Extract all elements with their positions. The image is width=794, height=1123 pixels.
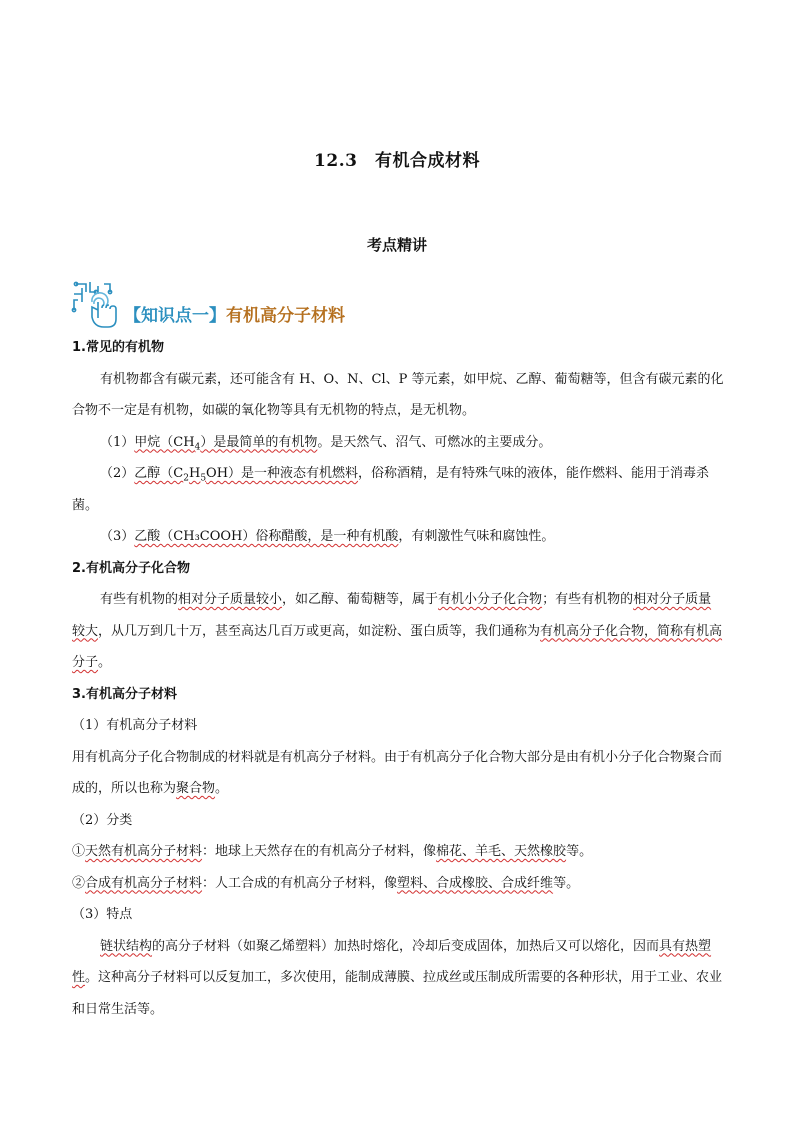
paragraph-intro: 有机物都含有碳元素，还可能含有 H、O、N、Cl、P 等元素，如甲烷、乙醇、葡萄糖等，但含有碳元素的化合物不一定是有机物，如碳的氧化物等具有无机物的特点，是无机物。 [72, 371, 724, 418]
paragraph-materials: 用有机高分子化合物制成的材料就是有机高分子材料。由于有机高分子化合物大部分是由有机小分子化合物聚合而成的，所以也称为聚合物。 [72, 749, 723, 796]
section-heading-3: 3.有机高分子材料 [72, 686, 177, 702]
paragraph-features: 链状结构的高分子材料（如聚乙烯塑料）加热时熔化，冷却后变成固体，加热后又可以熔化，因而具有热塑性。这种高分子材料可以反复加工，多次使用，能制成薄膜、拉成丝或压制成所需要的各种形状，用于工业、农业和日常生活等。 [72, 938, 723, 1017]
item-methane: （1）甲烷$(CH_4)$是最简单的有机物。是天然气、沼气、可燃冰的主要成分。 [100, 434, 552, 453]
item-synthetic-polymers: ②合成有机高分子材料：人工合成的有机高分子材料，像塑料、合成橡胶、合成纤维等。 [72, 875, 580, 891]
knowledge-point-title: 有机高分子材料 [226, 306, 345, 326]
subheading-features: （3）特点 [72, 907, 133, 922]
section-heading-1: 1.常见的有机物 [72, 340, 164, 355]
knowledge-point-label: 【知识点一】 [124, 306, 226, 326]
circuit-hand-icon [70, 280, 122, 330]
item-acetic-acid: （3）乙酸（CH₃COOH）俗称醋酸，是一种有机酸，有刺激性气味和腐蚀性。 [100, 529, 555, 544]
item-natural-polymers: ①天然有机高分子材料：地球上天然存在的有机高分子材料，像棉花、羊毛、天然橡胶等。 [72, 844, 593, 859]
section-heading-2: 2.有机高分子化合物 [72, 560, 190, 576]
main-content [72, 332, 724, 1025]
knowledge-point-header [70, 296, 345, 330]
page-title: 12.3 有机合成材料 [314, 151, 480, 171]
subheading-materials: （1）有机高分子材料 [72, 718, 198, 733]
item-ethanol: （2）乙醇$(C_2H_5OH)$是一种液态有机燃料，俗称酒精，是有特殊气味的液体，能作燃料、能用于消毒杀菌。 [72, 466, 710, 513]
section-subtitle: 考点精讲 [366, 236, 427, 254]
paragraph-polymer-compounds: 有些有机物的相对分子质量较小，如乙醇、葡萄糖等，属于有机小分子化合物；有些有机物的相对分子质量较大，从几万到几十万，甚至高达几百万或更高，如淀粉、蛋白质等，我们通称为有机高分子化合物，简称有机高分子。 [72, 592, 723, 670]
subheading-classification: （2）分类 [72, 812, 133, 828]
